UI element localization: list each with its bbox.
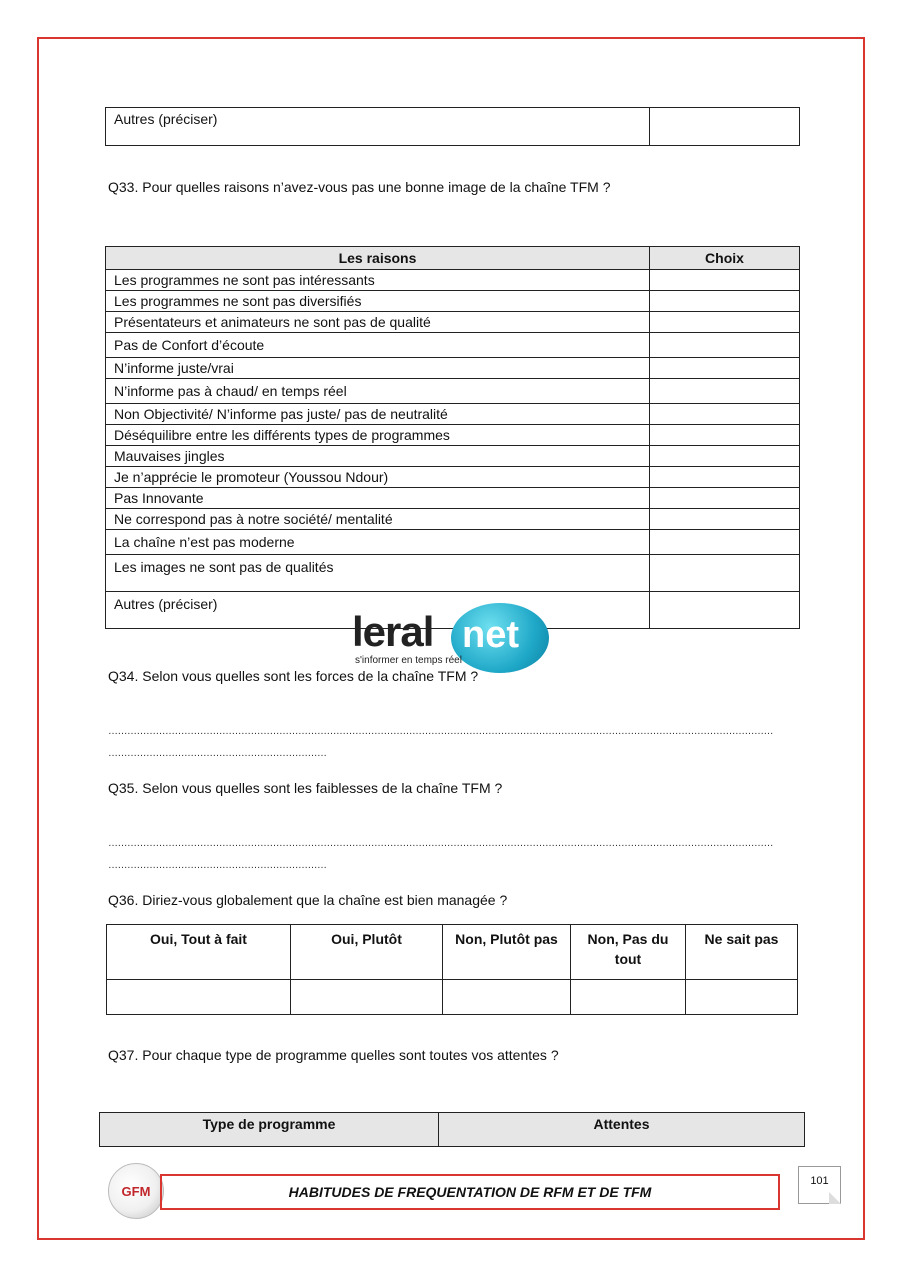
option-header: Non, Plutôt pas [443,925,571,980]
table-row [107,980,798,1015]
table-row [106,270,800,291]
table-header-row [106,247,800,270]
q33-reasons-table [105,246,800,629]
table-row [106,425,800,446]
table-row [106,291,800,312]
option-answer-cell[interactable] [443,980,571,1015]
header-program-type: Type de programme [100,1113,439,1147]
top-continuation-table [105,107,800,146]
answer-line-q34-long[interactable]: ………………………………………………………………………………………………………………………………………………………………………………………… [108,726,773,737]
question-q33: Q33. Pour quelles raisons n’avez-vous pas une bonne image de la chaîne TFM ? [108,179,611,195]
reason-cell: La chaîne n’est pas moderne [106,530,650,555]
choice-cell[interactable] [650,270,800,291]
choice-cell[interactable] [650,333,800,358]
reason-cell: Les programmes ne sont pas intéressants [106,270,650,291]
option-answer-cell[interactable] [107,980,291,1015]
choice-cell[interactable] [650,488,800,509]
header-choice: Choix [650,247,800,270]
choice-cell[interactable] [650,446,800,467]
choice-cell[interactable] [650,379,800,404]
watermark-brand-dark: leral [352,608,434,655]
q37-expectations-table [99,1112,805,1147]
reason-cell: N’informe pas à chaud/ en temps réel [106,379,650,404]
table-row [106,509,800,530]
option-answer-cell[interactable] [686,980,798,1015]
table-row [106,530,800,555]
reason-cell: N’informe juste/vrai [106,358,650,379]
reason-cell: Les programmes ne sont pas diversifiés [106,291,650,312]
choice-cell[interactable] [650,530,800,555]
option-header: Ne sait pas [686,925,798,980]
reason-cell: Pas Innovante [106,488,650,509]
option-answer-cell[interactable] [571,980,686,1015]
option-answer-cell[interactable] [291,980,443,1015]
reason-cell: Autres (préciser) [106,592,650,629]
choice-cell[interactable] [650,425,800,446]
gfm-logo-icon [108,1163,164,1219]
watermark-brand-light: net [462,614,519,656]
reason-cell: Déséquilibre entre les différents types de programmes [106,425,650,446]
gfm-logo-text: GFM [121,1183,151,1199]
table-row [106,555,800,592]
choice-cell[interactable] [650,358,800,379]
reason-cell: Non Objectivité/ N’informe pas juste/ pas de neutralité [106,404,650,425]
choice-cell[interactable] [650,291,800,312]
watermark-tagline: s'informer en temps réel [355,655,462,666]
q36-options-table [106,924,798,1015]
table-row [106,358,800,379]
answer-line-q35-long[interactable]: ………………………………………………………………………………………………………………………………………………………………………………………… [108,838,773,849]
table-row [106,333,800,358]
reason-cell: Les images ne sont pas de qualités [106,555,650,592]
leralnet-watermark-logo [352,603,552,673]
choice-cell[interactable] [650,312,800,333]
question-q34: Q34. Selon vous quelles sont les forces de la chaîne TFM ? [108,668,479,684]
header-reasons: Les raisons [106,247,650,270]
answer-line-q35-short[interactable]: …………………………………………………………… [108,860,327,871]
reason-cell: Présentateurs et animateurs ne sont pas de qualité [106,312,650,333]
table-row [106,312,800,333]
table-header-row [107,925,798,980]
option-header: Oui, Tout à fait [107,925,291,980]
table-row [106,446,800,467]
question-q35: Q35. Selon vous quelles sont les faiblesses de la chaîne TFM ? [108,780,503,796]
reason-cell: Ne correspond pas à notre société/ mentalité [106,509,650,530]
table-header-row [100,1113,805,1147]
question-q36: Q36. Diriez-vous globalement que la chaîne est bien managée ? [108,892,508,908]
option-header: Oui, Plutôt [291,925,443,980]
answer-line-q34-short[interactable]: …………………………………………………………… [108,748,327,759]
question-q37: Q37. Pour chaque type de programme quelles sont toutes vos attentes ? [108,1047,559,1063]
option-header: Non, Pas du tout [571,925,686,980]
choice-cell[interactable] [650,467,800,488]
choice-cell[interactable] [650,592,800,629]
table-row [106,108,800,146]
reason-cell: Mauvaises jingles [106,446,650,467]
choice-cell[interactable] [650,555,800,592]
reason-cell: Je n’apprécie le promoteur (Youssou Ndour) [106,467,650,488]
table-row [106,379,800,404]
table-row [106,488,800,509]
choice-cell[interactable] [650,509,800,530]
header-expectations: Attentes [439,1113,805,1147]
table-cell-label: Autres (préciser) [106,108,650,146]
table-row [106,404,800,425]
footer-title: HABITUDES DE FREQUENTATION DE RFM ET DE TFM [160,1174,780,1210]
reason-cell: Pas de Confort d’écoute [106,333,650,358]
table-cell-choice[interactable] [650,108,800,146]
page-number: 101 [798,1166,841,1204]
choice-cell[interactable] [650,404,800,425]
table-row [106,467,800,488]
